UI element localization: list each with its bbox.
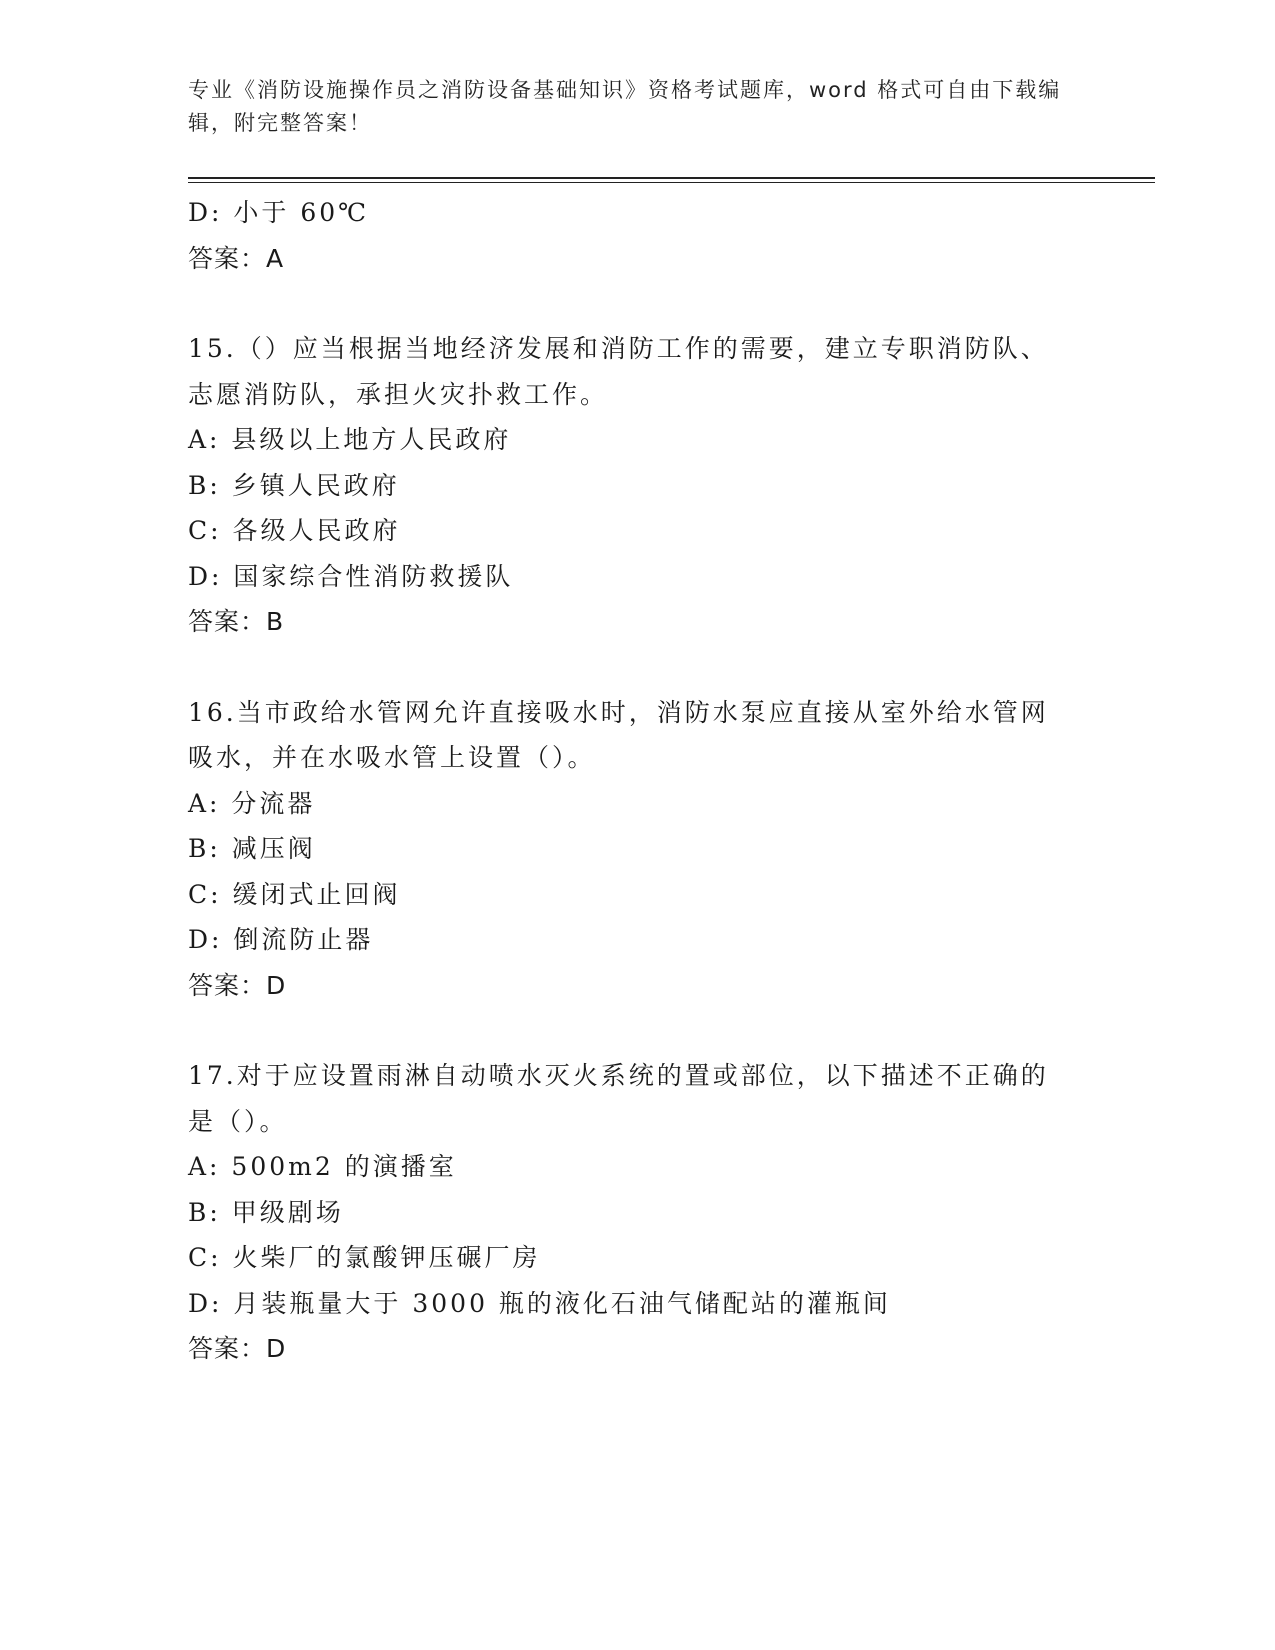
question-block [188, 1053, 1088, 1372]
question-stem: 16.当市政给水管网允许直接吸水时，消防水泵应直接从室外给水管网吸水，并在水吸水管上设置（）。 [188, 697, 1049, 772]
option-a: A: 分流器 [188, 788, 316, 818]
spacer [188, 1008, 1088, 1053]
header-rule-thick [188, 177, 1155, 179]
answer: 答案：D [188, 970, 287, 1000]
option-d: D: 倒流防止器 [188, 925, 374, 954]
option-a: A: 500m2 的演播室 [188, 1152, 457, 1181]
option-d: D: 月装瓶量大于 3000 瓶的液化石油气储配站的灌瓶间 [188, 1288, 891, 1318]
option-d: D: 国家综合性消防救援队 [188, 561, 514, 591]
header-rule-thin [188, 182, 1155, 183]
page-header: 专业《消防设施操作员之消防设备基础知识》资格考试题库，word 格式可自由下载编辑，附完整答案！ [188, 78, 1062, 135]
option-d: D: 小于 60℃ [188, 198, 370, 227]
spacer [188, 645, 1088, 690]
option-c: C: 火柴厂的氯酸钾压碾厂房 [188, 1243, 541, 1272]
answer: 答案：D [188, 1334, 287, 1363]
question-content [188, 190, 1088, 1372]
option-b: B: 甲级剧场 [188, 1197, 344, 1227]
option-c: C: 各级人民政府 [188, 516, 401, 545]
question-block [188, 326, 1088, 645]
spacer [188, 281, 1088, 326]
answer: 答案：B [188, 607, 285, 636]
option-b: B: 减压阀 [188, 834, 316, 863]
question-stem: 17.对于应设置雨淋自动喷水灭火系统的置或部位，以下描述不正确的是（）。 [188, 1061, 1049, 1136]
option-c: C: 缓闭式止回阀 [188, 879, 401, 909]
option-b: B: 乡镇人民政府 [188, 470, 400, 500]
question-block [188, 690, 1088, 1009]
answer: 答案：A [188, 243, 285, 273]
question-stem: 15.（）应当根据当地经济发展和消防工作的需要，建立专职消防队、志愿消防队，承担火灾扑救工作。 [188, 334, 1049, 409]
option-a: A: 县级以上地方人民政府 [188, 425, 512, 454]
